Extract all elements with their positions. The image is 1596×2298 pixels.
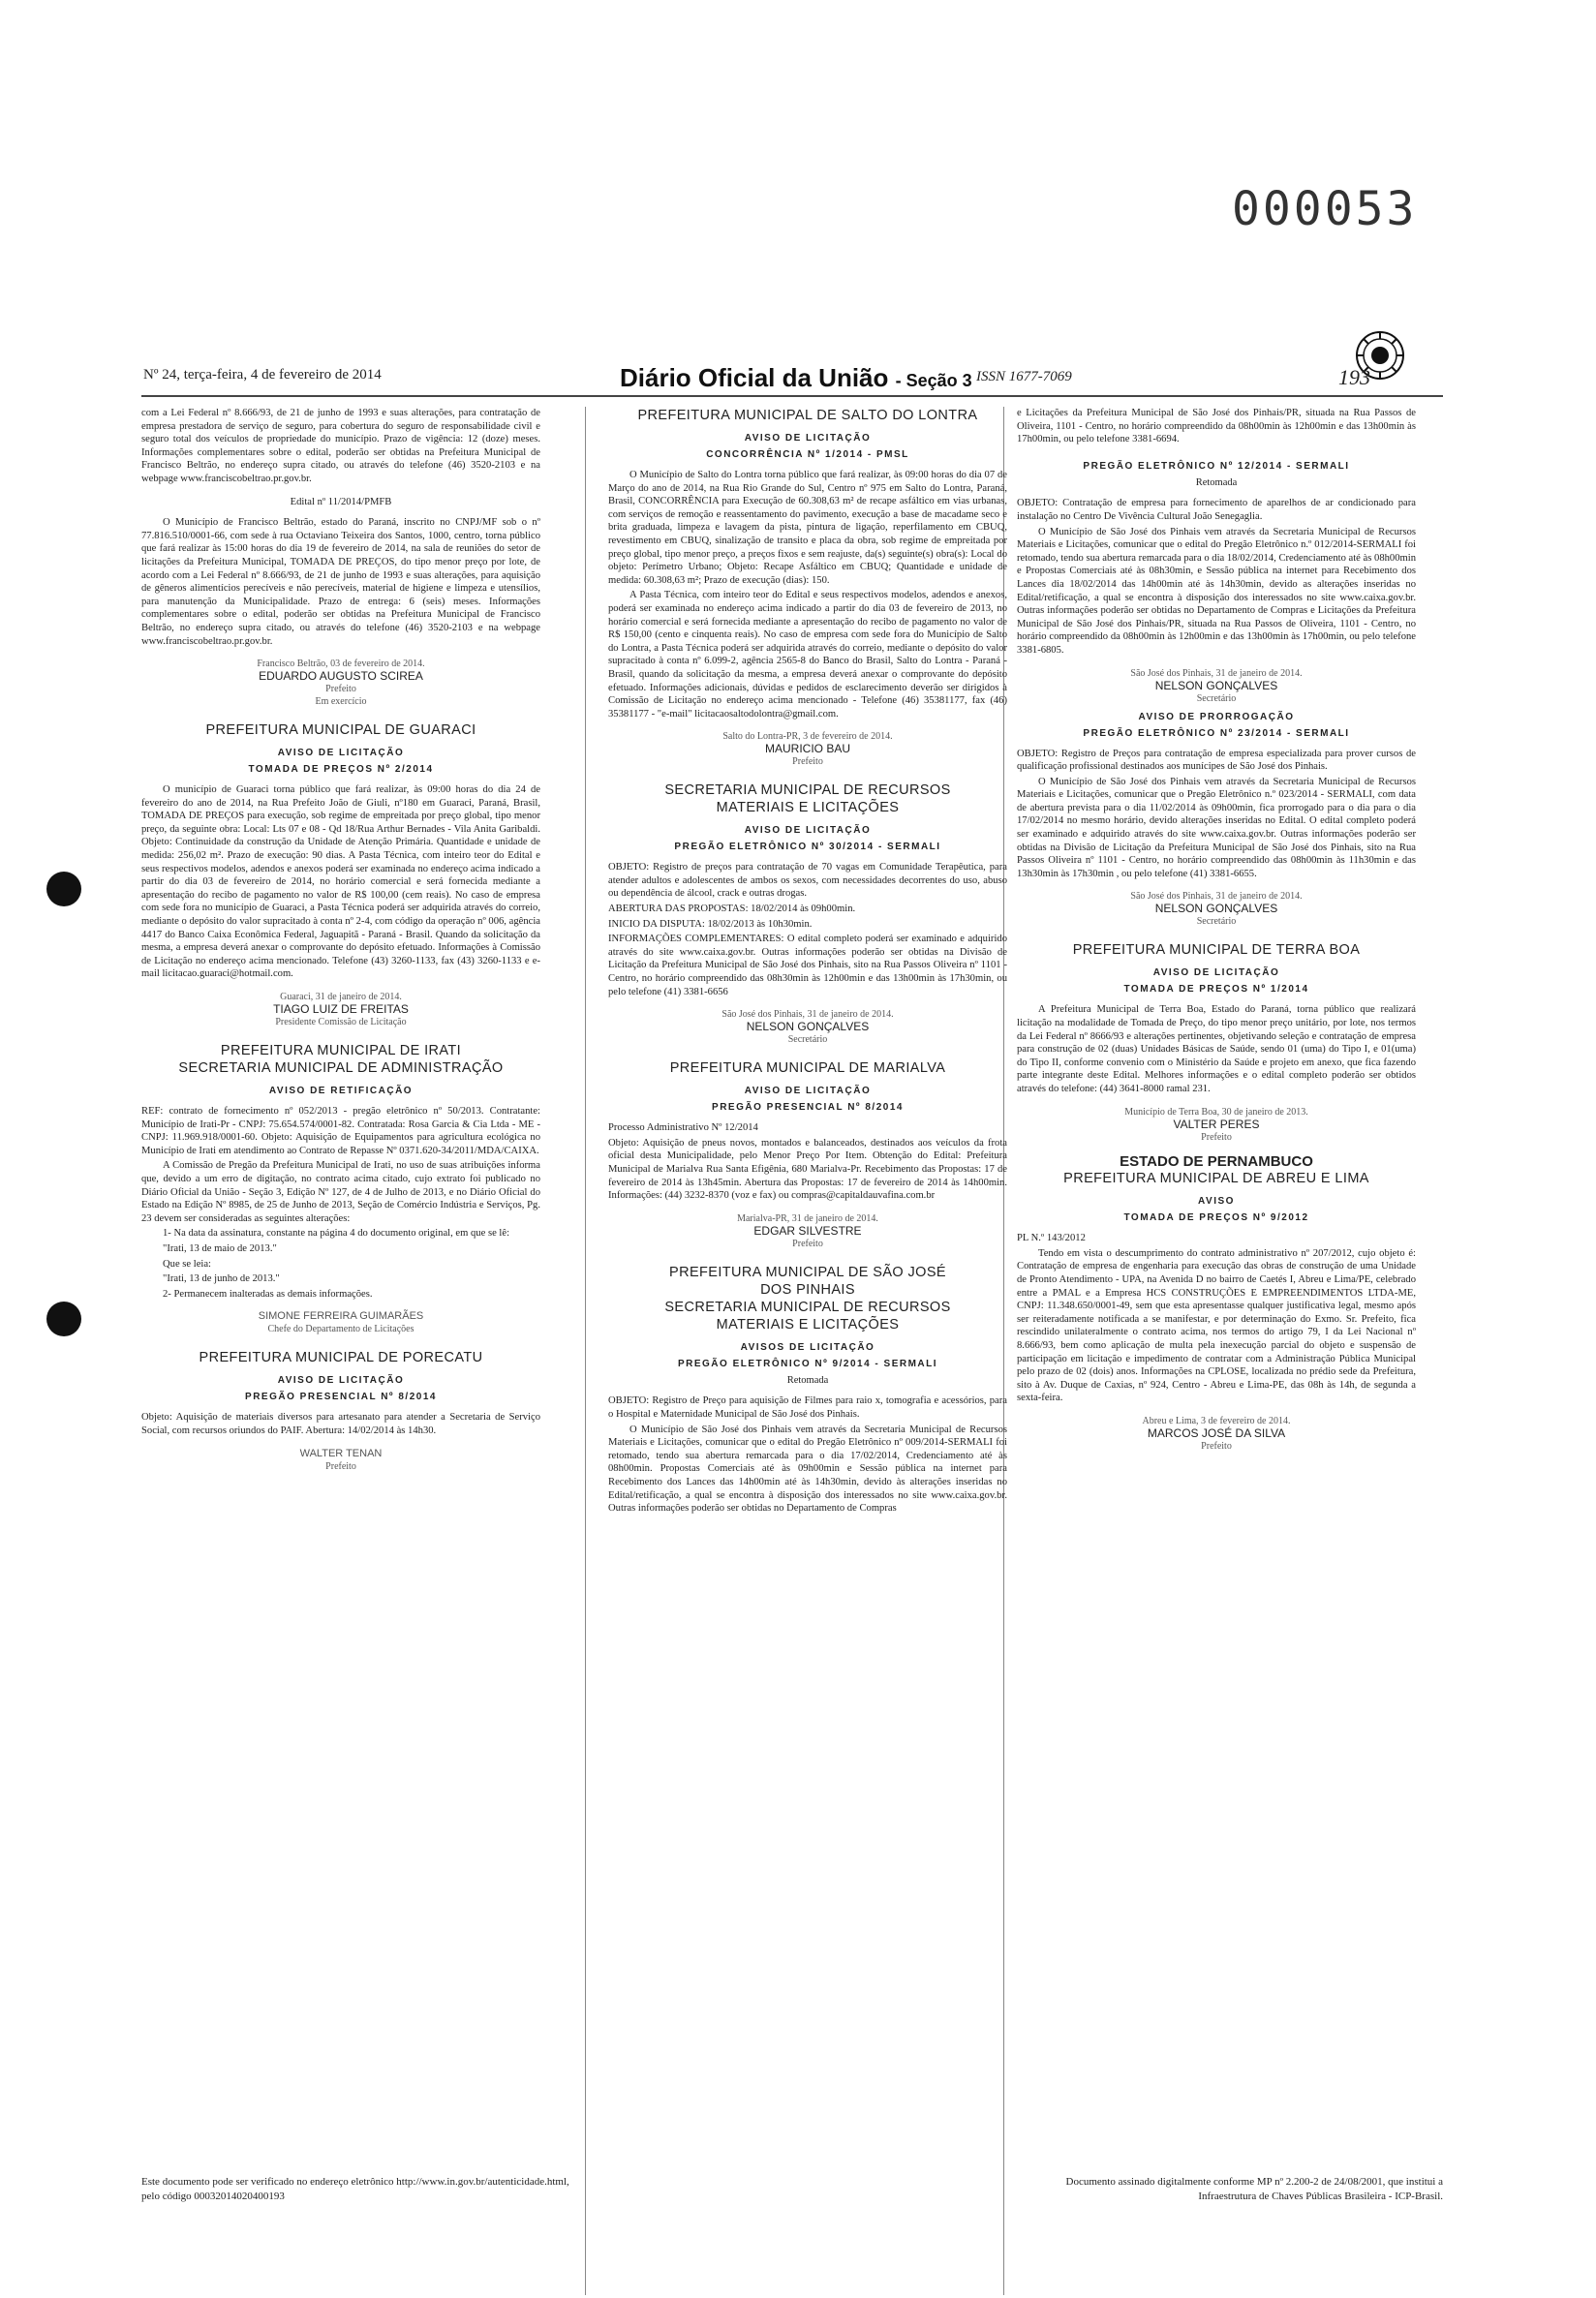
signature-block <box>1017 890 1416 928</box>
paragraph: "Irati, 13 de junho de 2013." <box>163 1273 280 1285</box>
signature-role: Em exercício <box>315 696 367 708</box>
issn: ISSN 1677-7069 <box>976 369 1072 384</box>
paragraph: INICIO DA DISPUTA: 18/02/2013 às 10h30min. <box>608 918 813 930</box>
signature-role: Prefeito <box>792 1238 823 1249</box>
column-2 <box>608 407 1007 1517</box>
edital-title: Edital nº 11/2014/PMFB <box>290 496 392 507</box>
signature-name: MARCOS JOSÉ DA SILVA <box>1147 1425 1286 1440</box>
notice-title: AVISO <box>1198 1196 1235 1208</box>
header-rule <box>141 395 1443 397</box>
column-3 <box>1017 407 1416 1458</box>
signature-place: Município de Terra Boa, 30 de janeiro de 2013. <box>1124 1106 1308 1118</box>
signature-place: São José dos Pinhais, 31 de janeiro de 2014. <box>1130 891 1303 903</box>
journal-title <box>620 363 972 393</box>
paragraph: A Comissão de Pregão da Prefeitura Municipal de Irati, no uso de suas atribuições informa que, devido a um erro de digitação, no contrato acima citado, cujo extrato foi publicado no Diário Oficial da União - Seção 3, Edição Nº 127, de 4 de Julho de 2013, e no Diário Oficial do Estado na Edição Nº 8985, de 25 de Junho de 2013, Seção de Comércio Indústria e Serviços, Pg. 23 devem ser consideradas as seguintes alterações: <box>141 1160 540 1224</box>
signature-block <box>608 1008 1007 1046</box>
organization-heading: PREFEITURA MUNICIPAL DE PORECATU <box>199 1350 483 1366</box>
notice-subtitle: PREGÃO ELETRÔNICO Nº 9/2014 - SERMALI <box>677 1358 938 1369</box>
paragraph: A Pasta Técnica, com inteiro teor do Edital e seus respectivos modelos, adendos e anexos, poderá ser examinada no endereço acima indicado a partir do dia 03 de fevereiro de 2013, no horário comercial e será fornecida mediante a apresentação do recibo de pagamento no valor de R$ 150,00 (cento e cinquenta reais). No caso de empresa com sede fora do Município de Salto do Lontra, a Pasta Técnica poderá ser adquirida através do correio, mediante o depósito do valor supracitado à conta nº 6.099-2, agência 2565-8 do Banco do Brasil, Salto do Lontra - Paraná - Brasil, quando da solicitação da mesma, a empresa deverá anexar o comprovante do depósito efetuado. Informações adicionais, dúvidas e pedidos de esclarecimento deverão ser dirigidos à Comissão de Licitação no endereço acima mencionado - Telefone (46) 35381177, fax (46) 35381177 - "e-mail" licitacaosaltodolontra@gmail.com. <box>608 590 1007 720</box>
paragraph: O Município de São José dos Pinhais vem através da Secretaria Municipal de Recursos Materiais e Licitações, comunicar que o edital do Pregão Eletrônico nº 009/2014-SERMALI foi retomado, tendo sua abertura remarcada para o dia 17/02/2014, Credenciamento até às 08h00min. Propostas Comerciais até às 09h00min e Sessão pública na internet para Recebimento dos Lances das 14h00min até às 14h30min, devido às alterações inseridas no Edital/retificação, a qual se encontra à disposição dos interessados no site www.caixa.gov.br. Outras informações poderão ser obtidas no Departamento de Compras <box>608 1424 1007 1515</box>
organization-line: MATERIAIS E LICITAÇÕES <box>716 1316 900 1333</box>
paragraph: O município de Guaraci torna público que fará realizar, às 09:00 horas do dia 24 de fevereiro do ano de 2014, na Rua Prefeito João de Giuli, nº180 em Guaraci, Paraná, Brasil, TOMADA DE PREÇOS para execução, sob regime de empreitada por preço global, tipo menor preço, da seguinte obra: Local: Lts 07 e 08 - Qd 18/Rua Arthur Bernades - Vila Anita Garibaldi. Objeto: Continuidade da construção da Unidade de Atenção Primária. Quantidade e unidade de medida: 256,02 m². Prazo de execução: 90 dias. A Pasta Técnica, com inteiro teor do Edital e seus respectivos modelos, adendos e anexos poderá ser examinada no endereço acima indicado a partir do dia 03 de fevereiro de 2014, no horário comercial e será fornecida mediante a apresentação do recibo de pagamento no valor de R$ 100,00 (cem reais). No caso de empresa com sede fora no município de Guaraci, a Pasta Técnica poderá ser adquirida através do correio, mediante o depósito do valor supracitado à conta nº 2-4, com código da operação nº 006, agência 4417 do Banco Caixa Econômica Federal, Jaguapitã - Paraná - Brasil. Quando da solicitação da mesma, a empresa deverá anexar o comprovante do depósito efetuado. Informações à Comissão de Licitação no endereço acima mencionado. Telefone (43) 3260-1133, fax (43) 3260-1133 e e-mail licitacao.guaraci@hotmail.com. <box>141 784 540 980</box>
notice-status: Retomada <box>1195 476 1238 488</box>
notice-title: AVISO DE LICITAÇÃO <box>744 1086 872 1097</box>
paragraph: OBJETO: Registro de Preços para contratação de empresa especializada para prover cursos de qualificação profissional destinados aos munícipes de São José dos Pinhais. <box>1017 748 1416 773</box>
state-heading: ESTADO DE PERNAMBUCO <box>1120 1152 1313 1170</box>
paragraph: INFORMAÇÕES COMPLEMENTARES: O edital completo poderá ser examinado e adquirido através do site www.caixa.gov.br. Outras informações poderão ser obtidas na Divisão de Licitação da Prefeitura Municipal de São José dos Pinhais, sito na Rua Passos Oliveira nº 1101 - Centro, no horário compreendido das 08h30min às 12h00min e das 13h00min às 17h30min, ou pelo telefone (41) 3381-6656 <box>608 934 1007 997</box>
signature-block <box>1017 1415 1416 1453</box>
notice-title: AVISO DE LICITAÇÃO <box>277 748 405 759</box>
paragraph: OBJETO: Registro de preços para contratação de 70 vagas em Comunidade Terapêutica, para atender adultos e adolescentes de ambos os sexos, com necessidades decorrentes do uso, abuso ou dependência de álcool, crack e outras drogas. <box>608 862 1007 900</box>
signature-place: Abreu e Lima, 3 de fevereiro de 2014. <box>1142 1415 1291 1426</box>
signature-name: VALTER PERES <box>1173 1117 1260 1131</box>
organization-line: DOS PINHAIS <box>760 1281 855 1298</box>
signature-role: Secretário <box>1196 692 1237 704</box>
column-divider <box>585 407 586 2295</box>
paragraph: A Prefeitura Municipal de Terra Boa, Estado do Paraná, torna público que realizará licitação na modalidade de Tomada de Preço, do tipo menor preço unitário, por lote, nos termos da Lei Federal nº 8666/93 e alterações pertinentes, objetivando seleção e contratação de empresa para construção de 02 (duas) Unidades Básicas de Saúde, sendo 01 (uma) do Tipo I, e 01(uma) do Tipo II, conforme convenio com o Ministério da Saúde e projeto em anexo, que fica fazendo parte integrante deste Edital. Melhores informações e o edital completo poderão ser obtidos através do telefone: (44) 3641-8000 ramal 231. <box>1017 1004 1416 1094</box>
notice-title: AVISO DE PRORROGAÇÃO <box>1138 711 1295 722</box>
page-header <box>0 363 1596 396</box>
punch-hole <box>46 872 81 906</box>
paragraph: Que se leia: <box>163 1258 212 1270</box>
notice-subtitle: CONCORRÊNCIA Nº 1/2014 - PMSL <box>706 449 909 460</box>
notice-status: Retomada <box>786 1374 829 1386</box>
notice-subtitle: TOMADA DE PREÇOS Nº 2/2014 <box>248 764 434 776</box>
footer-signature-notice <box>891 2175 1443 2204</box>
signature-place: Salto do Lontra-PR, 3 de fevereiro de 2014. <box>722 731 893 743</box>
footer-line: Documento assinado digitalmente conforme MP nº 2.200-2 de 24/08/2001, que institui a <box>1065 2176 1443 2188</box>
signature-block <box>608 1212 1007 1250</box>
footer-line: Este documento pode ser verificado no endereço eletrônico http://www.in.gov.br/autenticidade.html, <box>141 2176 569 2188</box>
notice-title: AVISO DE LICITAÇÃO <box>277 1375 405 1387</box>
section-label: - Seção 3 <box>895 371 972 390</box>
signature-block <box>141 658 540 708</box>
page-stamp-number: 000053 <box>1232 182 1418 236</box>
signature-role: Prefeito <box>792 756 823 768</box>
signature-role: Prefeito <box>1201 1131 1232 1143</box>
organization-line: SECRETARIA MUNICIPAL DE ADMINISTRAÇÃO <box>178 1060 504 1076</box>
paragraph: com a Lei Federal nº 8.666/93, de 21 de junho de 1993 e suas alterações, para contratação de empresa prestadora de serviço de seguro, para cobertura do seguro de responsabilidade civil e seguro total dos veículos de propriedade do município. Prazo de vigência: 12 (doze) meses. Informações complementares sobre o edital, poderão ser obtidas na Prefeitura Municipal de Francisco Beltrão, no endereço supra citado, ou através do telefone (46) 3520-2103 e na webpage www.franciscobeltrao.pr.gov.br. <box>141 408 540 484</box>
notice-subtitle: PREGÃO PRESENCIAL Nº 8/2014 <box>712 1102 904 1114</box>
notice-subtitle: PREGÃO ELETRÔNICO Nº 30/2014 - SERMALI <box>674 842 941 853</box>
footer-line: Infraestrutura de Chaves Públicas Brasileira - ICP-Brasil. <box>1198 2191 1443 2202</box>
organization-heading: PREFEITURA MUNICIPAL DE SALTO DO LONTRA <box>637 408 978 423</box>
notice-title: AVISO DE LICITAÇÃO <box>744 825 872 837</box>
organization-line: MATERIAIS E LICITAÇÕES <box>716 800 900 816</box>
paragraph: 2- Permanecem inalteradas as demais informações. <box>163 1288 373 1300</box>
notice-subtitle: PREGÃO ELETRÔNICO Nº 23/2014 - SERMALI <box>1083 727 1350 739</box>
signature-block <box>141 1310 540 1335</box>
organization-heading: PREFEITURA MUNICIPAL DE ABREU E LIMA <box>1063 1171 1369 1187</box>
notice-subtitle: PREGÃO PRESENCIAL Nº 8/2014 <box>245 1392 437 1403</box>
organization-line: SECRETARIA MUNICIPAL DE RECURSOS <box>664 782 951 799</box>
notice-title: AVISO DE RETIFICAÇÃO <box>268 1086 414 1096</box>
footer-verification <box>141 2175 569 2204</box>
punch-hole <box>46 1302 81 1336</box>
signature-block <box>141 991 540 1028</box>
signature-name: SIMONE FERREIRA GUIMARÃES <box>258 1310 424 1323</box>
signature-place: Francisco Beltrão, 03 de fevereiro de 2014. <box>257 659 425 670</box>
paragraph: OBJETO: Contratação de empresa para fornecimento de aparelhos de ar condicionado para instalação no Centro De Vivência Cultural João Senegaglia. <box>1017 498 1416 522</box>
signature-role: Presidente Comissão de Licitação <box>275 1017 407 1027</box>
signature-place: Marialva-PR, 31 de janeiro de 2014. <box>737 1212 878 1224</box>
signature-block <box>608 730 1007 768</box>
issue-date: Nº 24, terça-feira, 4 de fevereiro de 2014 <box>143 367 382 383</box>
footer-line: pelo código 00032014020400193 <box>141 2191 285 2202</box>
signature-name: NELSON GONÇALVES <box>746 1020 870 1034</box>
paragraph: Objeto: Aquisição de pneus novos, montados e balanceados, destinados aos veículos da frota oficial desta Municipalidade, pelo Menor Preço Por Item. Obtenção do Edital: Prefeitura Municipal de Marialva Rua Santa Efigênia, 680 Marialva-Pr. Recebimento das Propostas: 17 de fevereiro de 2014 às 13h45min. Abertura das Propostas: 17 de fevereiro de 2014 às 14h00min. Informações: (44) 3232-8370 (voz e fax) ou compras@capitaldauvafina.com.br <box>608 1137 1007 1202</box>
signature-name: NELSON GONÇALVES <box>1154 902 1278 916</box>
paragraph: Tendo em vista o descumprimento do contrato administrativo nº 207/2012, cujo objeto é: Contratação de empresa de engenharia para execução das obras de construção de uma Unidade de Pronto Atendimento - UPA, na Avenida D no bairro de Caetés I, Abreu e Lima/PE, celebrado entre a PMAL e a Empresa HCS CONSTRUÇÕES E EMPREENDIMENTOS LTDA-ME, CNPJ: 11.348.650/0001-49, sem que esta apresentasse qualquer justificativa legal, mesmo após ser reiteradamente notificada a se manifestar, e por determinação do Exmo. Sr. Prefeito, fica rescindido unilateralmente o contrato acima, nos termos do artigo 79, I da Lei Nacional nº 8.666/93, bem como aplicação de multa pela inexecução parcial do objeto e suspensão de participação em licitação e impedimento de contratar com a Administração Pública Municipal pelo prazo de 02 (dois) anos. Informações na CPLOSE, localizada no prédio sede da Prefeitura, sito à Av. Duque de Caxias, nº 924, Centro - Abreu e Lima-PE, das 08h às 14h, de segunda a sexta-feira. <box>1017 1247 1416 1404</box>
signature-name: NELSON GONÇALVES <box>1154 678 1278 692</box>
signature-role: Secretário <box>787 1034 828 1046</box>
organization-heading: PREFEITURA MUNICIPAL DE GUARACI <box>205 722 476 739</box>
paragraph: O Município de Salto do Lontra torna público que fará realizar, às 09:00 horas do dia 07 de Março do ano de 2014, na Rua Rio Grande do Sul, Centro nº 975 em Salto do Lontra, Paraná, Brasil, CONCORRÊNCIA para Execução de 60.308,63 m² de recape asfáltico em vias urbanas, com serviços de remoção e reassentamento do pavimento, execução a base de macadame seco e brita graduada, limpeza e lavagem da pista, pintura de ligação, reperfilamento em CBUQ, revestimento em CBUQ, sinalização de transito e placa da obra, sob regime de empreitada por preço global, tipo menor preço, a preços fixos e sem reajuste, da(s) seguinte(s) obra(s): Local do objeto: Perímetro Urbano; Objeto: Recape Asfáltico em CBUQ; Quantidade e unidade de medida: 60.308,63 m²; Prazo de execução (dias): 150. <box>608 470 1007 586</box>
paragraph: ABERTURA DAS PROPOSTAS: 18/02/2014 às 09h00min. <box>608 904 856 915</box>
paragraph: "Irati, 13 de maio de 2013." <box>163 1242 277 1254</box>
paragraph: PL N.º 143/2012 <box>1017 1233 1086 1244</box>
signature-place: São José dos Pinhais, 31 de janeiro de 2014. <box>721 1009 894 1021</box>
page-number: 193 <box>1338 365 1370 389</box>
organization-line: SECRETARIA MUNICIPAL DE RECURSOS <box>664 1299 951 1315</box>
signature-role: Secretário <box>1196 916 1237 928</box>
organization-line: PREFEITURA MUNICIPAL DE IRATI <box>220 1043 462 1058</box>
signature-role: Prefeito <box>325 684 356 695</box>
paragraph: 1- Na data da assinatura, constante na página 4 do documento original, em que se lê: <box>163 1228 510 1240</box>
signature-role: Chefe do Departamento de Licitações <box>267 1324 414 1335</box>
paragraph: O Município de São José dos Pinhais vem através da Secretaria Municipal de Recursos Materiais e Licitações, comunicar que o edital do Pregão Eletrônico n.º 012/2014-SERMALI foi retomado, tendo sua abertura remarcada para o dia 18/02/2014, Credenciamento até às 08h00min e Propostas Comerciais até às 08h30min, e Sessão pública na internet para Recebimento dos Lances dia 18/02/2014 das 14h00min até às 14h30min, devido as alterações inseridas no Edital/retificação, a qual se encontra à disposição dos interessados no site www.caixa.gov.br. Outras informações poderão ser obtidas no Departamento de Compras e Licitações da Prefeitura Municipal de São José dos Pinhais/PR, situada na Rua Passos de Oliveira, 1101 - Centro, no horário compreendido da 08h00min às 12h00min e das 13h00min às 17h00min, ou pelo telefone 3381-6805. <box>1017 526 1416 656</box>
signature-place: Guaraci, 31 de janeiro de 2014. <box>280 992 402 1002</box>
signature-role: Prefeito <box>325 1460 356 1472</box>
paragraph: Objeto: Aquisição de materiais diversos para artesanato para atender a Secretaria de Serviço Social, com recursos oriundos do PAIF. Abertura: 14/02/2014 às 14h30. <box>141 1412 540 1436</box>
signature-role: Prefeito <box>1201 1440 1232 1452</box>
paragraph: REF: contrato de fornecimento nº 052/2013 - pregão eletrônico nº 50/2013. Contratante: Município de Irati-Pr - CNPJ: 75.654.574/0001-82. Contratada: Rosa Garcia & Cia Ltda - ME - CNPJ: 11.969.918/0001-60. Objeto: Aquisição de Equipamentos para agricultura ecológica no Município de Irati em atendimento ao Contrato de Repasse Nº 0371.620-34/2011/MDA/CAIXA. <box>141 1106 540 1156</box>
organization-heading <box>608 781 1007 816</box>
signature-name: MAURICIO BAU <box>764 742 850 756</box>
paragraph: Processo Administrativo Nº 12/2014 <box>608 1122 758 1134</box>
signature-name: WALTER TENAN <box>299 1447 383 1459</box>
signature-name: EDUARDO AUGUSTO SCIREA <box>259 669 423 684</box>
notice-title: AVISOS DE LICITAÇÃO <box>740 1341 875 1353</box>
organization-heading <box>608 1264 1007 1333</box>
signature-block <box>1017 1106 1416 1144</box>
journal-name: Diário Oficial da União <box>620 363 889 392</box>
paragraph: O Município de São José dos Pinhais vem através da Secretaria Municipal de Recursos Materiais e Licitações, comunicar que o Pregão Eletrônico n.º 023/2014 - SERMALI, com data de abertura prevista para o dia 11/02/2014 às 09h00min, fica prorrogado para o dia para o dia 17/02/2014 no mesmo horário, devido alterações inseridas no Edital. O edital completo poderá ser examinado e adquirido através do site www.caixa.gov.br. Outras informações poderão ser obtidas na Divisão de Licitação da Prefeitura Municipal de São José dos Pinhais, sito na Rua Passos Oliveira nº 1101 - Centro, no horário compreendido das 08h00min às 11h30min e das 13h30min às 17h30min , ou pelo telefone (41) 3381-6655. <box>1017 776 1416 879</box>
notice-title: PREGÃO ELETRÔNICO Nº 12/2014 - SERMALI <box>1083 460 1350 472</box>
organization-heading <box>141 1042 540 1077</box>
column-1 <box>141 407 540 1479</box>
paragraph: OBJETO: Registro de Preço para aquisição de Filmes para raio x, tomografia e acessórios, para o Hospital e Maternidade Municipal de São José dos Pinhais. <box>608 1395 1007 1420</box>
paragraph: e Licitações da Prefeitura Municipal de São José dos Pinhais/PR, situada na Rua Passos de Oliveira, 1101 - Centro, no horário compreendido da 08h00min às 12h00min e das 13h00min às 17h00min, ou pelo telefone 3381-6694. <box>1017 408 1416 445</box>
signature-block <box>141 1448 540 1473</box>
organization-heading: PREFEITURA MUNICIPAL DE TERRA BOA <box>1072 942 1361 959</box>
organization-heading: PREFEITURA MUNICIPAL DE MARIALVA <box>669 1060 946 1077</box>
signature-block <box>1017 667 1416 705</box>
notice-subtitle: TOMADA DE PREÇOS Nº 9/2012 <box>1123 1212 1309 1224</box>
signature-place: São José dos Pinhais, 31 de janeiro de 2014. <box>1130 667 1303 679</box>
organization-line: PREFEITURA MUNICIPAL DE SÃO JOSÉ <box>669 1264 946 1280</box>
paragraph: O Município de Francisco Beltrão, estado do Paraná, inscrito no CNPJ/MF sob o nº 77.816.510/0001-66, com sede à rua Octaviano Teixeira dos Santos, 1000, centro, torna público que fará realizar às 15:00 horas do dia 19 de fevereiro de 2014, na sala de reuniões do setor de licitações da Prefeitura Municipal, TOMADA DE PREÇOS, do tipo menor preço por lote, de acordo com a Lei Federal nº 8.666/93, de 21 de junho de 1993 e suas alterações, para aquisição de gêneros alimentícios perecíveis e não perecíveis, material de higiene e limpeza e utensílios, para manutenção da Municipalidade. Prazo de entrega: 6 (seis) meses. Informações complementares sobre o edital, poderão ser obtidas na Prefeitura Municipal de Francisco Beltrão, no endereço supra citado, ou através do telefone (46) 3520-2103 e na webpage www.franciscobeltrao.pr.gov.br. <box>141 517 540 647</box>
signature-name: TIAGO LUIZ DE FREITAS <box>273 1002 409 1016</box>
signature-name: EDGAR SILVESTRE <box>753 1223 862 1238</box>
notice-subtitle: TOMADA DE PREÇOS Nº 1/2014 <box>1123 984 1309 996</box>
notice-title: AVISO DE LICITAÇÃO <box>1152 967 1280 979</box>
notice-title: AVISO DE LICITAÇÃO <box>744 433 872 444</box>
